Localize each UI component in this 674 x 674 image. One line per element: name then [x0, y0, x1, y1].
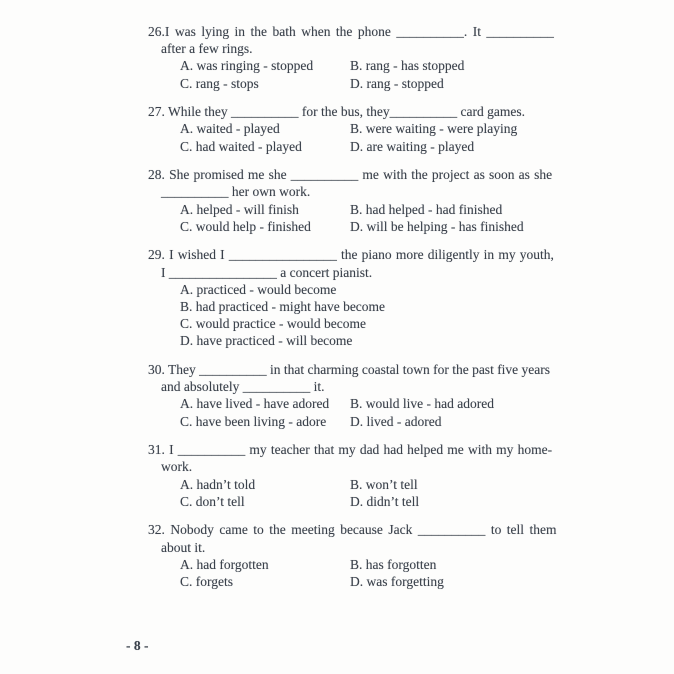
- question-line: __________ her own work.: [161, 184, 311, 200]
- option-b: B. had helped - had finished: [350, 201, 503, 217]
- option-d: D. rang - stopped: [350, 75, 444, 91]
- question-line: [148, 441, 674, 458]
- question-number: 30.: [148, 362, 169, 378]
- option-d: D. have practiced - will become: [180, 333, 353, 349]
- options-grid: [180, 57, 674, 91]
- option-c: C. would practice - would become: [180, 316, 366, 332]
- option-d: D. will be helping - has finished: [350, 218, 524, 234]
- option-c: C. rang - stops: [180, 75, 259, 91]
- option-b: B. won’t tell: [350, 476, 418, 492]
- question-28: [148, 166, 674, 235]
- option-a: A. was ringing - stopped: [180, 58, 314, 74]
- option-b: B. would live - had adored: [350, 396, 494, 412]
- question-text: I wished I ________________ the piano more diligently in my youth,: [169, 247, 554, 263]
- option-c: C. had waited - played: [180, 138, 302, 154]
- options-grid: [180, 476, 674, 510]
- question-line: [148, 521, 674, 538]
- question-31: [148, 441, 674, 510]
- question-number: 26.: [148, 24, 165, 39]
- question-text: While they __________ for the bus, they__________ card games.: [168, 104, 525, 120]
- question-line: [148, 166, 674, 183]
- option-d: D. was forgetting: [350, 574, 444, 590]
- question-number: 32.: [148, 522, 171, 538]
- option-a: A. had forgotten: [180, 556, 269, 572]
- question-line: [148, 23, 674, 40]
- question-27: [148, 103, 674, 155]
- option-a: A. waited - played: [180, 121, 280, 137]
- option-a: A. practiced - would become: [180, 281, 337, 297]
- options-grid: [180, 556, 674, 590]
- question-number: 31.: [148, 442, 170, 458]
- question-line: I ________________ a concert pianist.: [161, 264, 373, 280]
- question-line: [148, 361, 674, 378]
- option-d: D. are waiting - played: [350, 138, 475, 154]
- question-text: I was lying in the bath when the phone __________. It __________: [164, 24, 554, 39]
- options-list: [180, 281, 674, 350]
- question-line: and absolutely __________ it.: [161, 379, 325, 395]
- question-32: [148, 521, 674, 590]
- question-line: about it.: [161, 539, 206, 555]
- options-grid: [180, 120, 674, 154]
- question-text: Nobody came to the meeting because Jack __________ to tell them: [170, 522, 557, 538]
- option-a: A. hadn’t told: [180, 476, 256, 492]
- question-26: [148, 23, 674, 92]
- options-grid: [180, 395, 674, 429]
- question-line: [148, 103, 674, 120]
- options-grid: [180, 201, 674, 235]
- question-line: [148, 246, 674, 263]
- option-b: B. had practiced - might have become: [180, 299, 386, 315]
- question-line: work.: [161, 459, 193, 475]
- question-number: 28.: [148, 167, 170, 183]
- question-number: 29.: [148, 247, 170, 263]
- option-d: D. lived - adored: [350, 413, 442, 429]
- option-b: B. were waiting - were playing: [350, 121, 518, 137]
- option-b: B. rang - has stopped: [350, 58, 465, 74]
- question-list: [0, 23, 674, 602]
- option-d: D. didn’t tell: [350, 493, 420, 509]
- option-c: C. don’t tell: [180, 493, 245, 509]
- question-30: [148, 361, 674, 430]
- option-c: C. have been living - adore: [180, 413, 327, 429]
- question-29: [148, 246, 674, 349]
- question-number: 27.: [148, 104, 169, 120]
- question-text: I __________ my teacher that my dad had helped me with my home-: [169, 442, 553, 458]
- question-text: She promised me she __________ me with the project as soon as she: [169, 167, 553, 183]
- option-b: B. has forgotten: [350, 556, 437, 572]
- option-c: C. forgets: [180, 574, 233, 590]
- option-a: A. have lived - have adored: [180, 396, 330, 412]
- page-number-footer: - 8 -: [126, 638, 149, 653]
- question-text: They __________ in that charming coastal town for the past five years: [168, 362, 551, 378]
- option-c: C. would help - finished: [180, 218, 311, 234]
- question-line: after a few rings.: [161, 41, 253, 57]
- option-a: A. helped - will finish: [180, 201, 299, 217]
